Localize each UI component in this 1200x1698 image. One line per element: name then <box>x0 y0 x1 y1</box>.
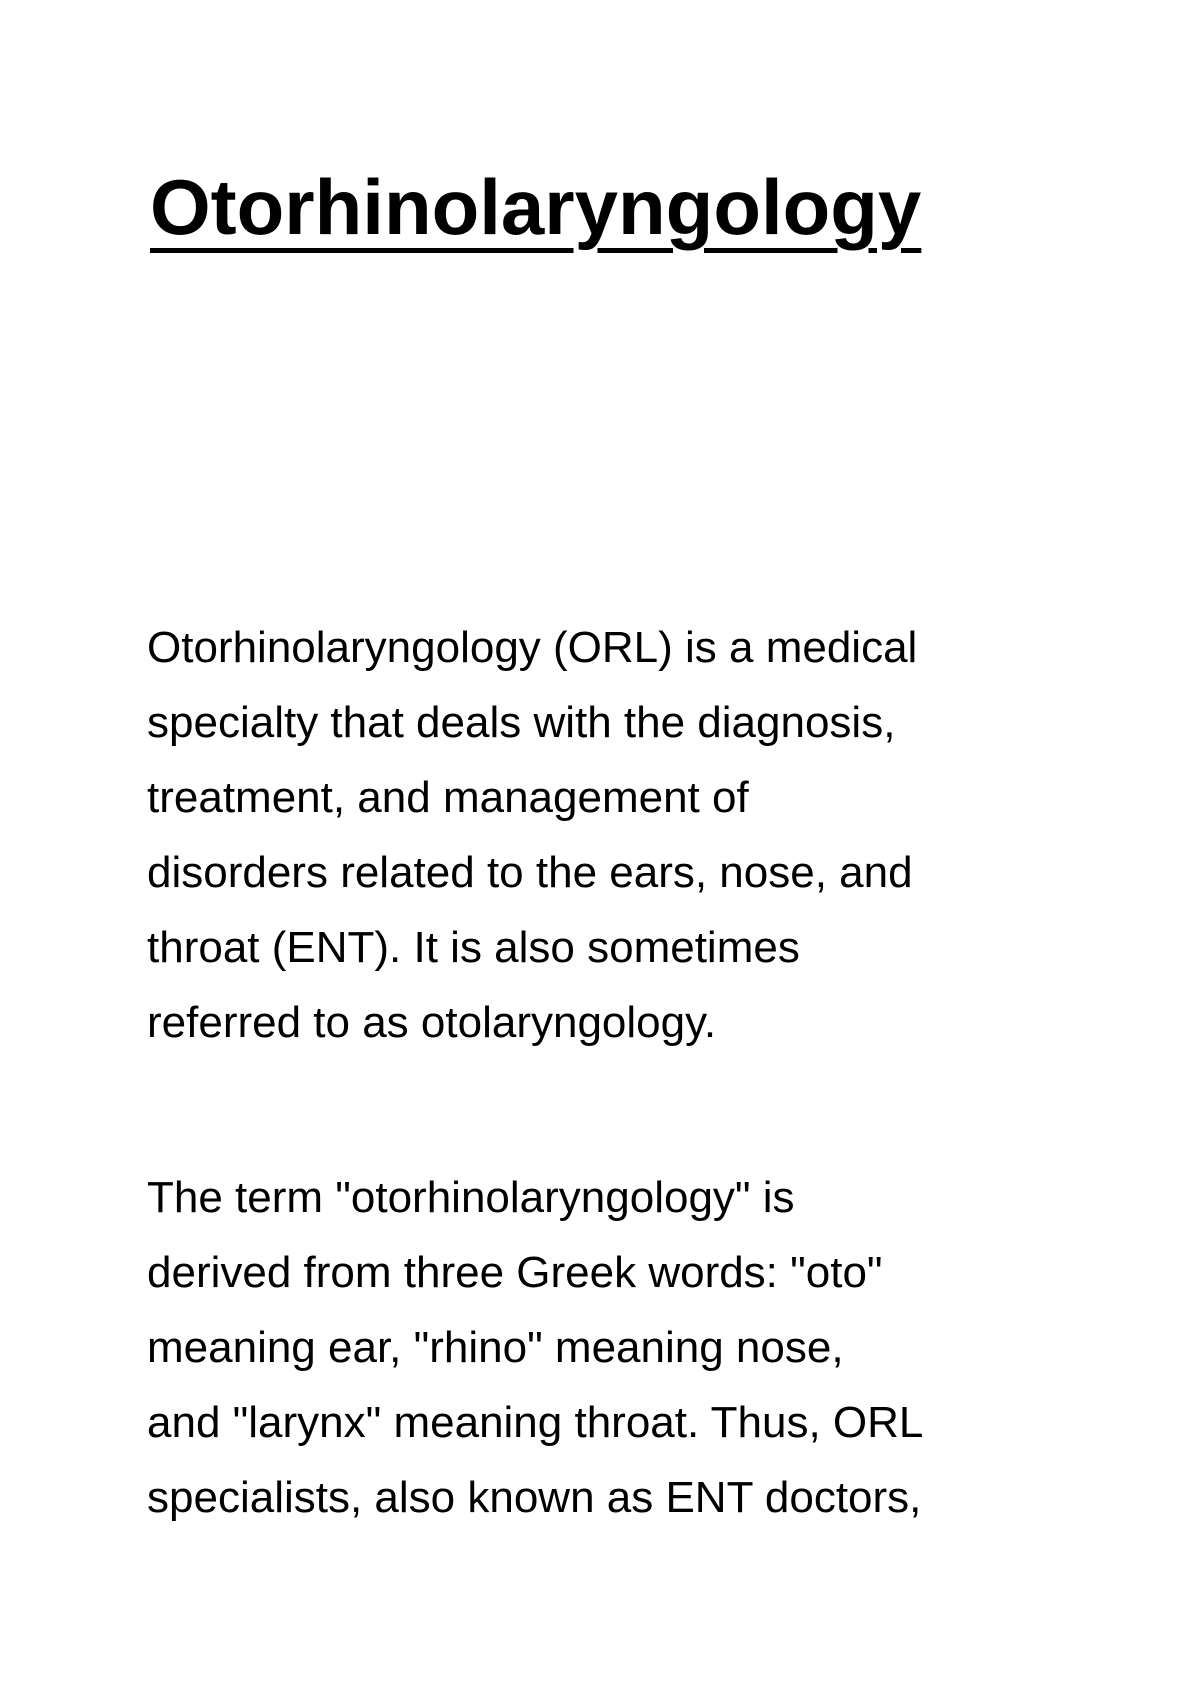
paragraph-line: treatment, and management of <box>147 773 749 822</box>
paragraph-line: Otorhinolaryngology (ORL) is a medical <box>147 623 918 672</box>
paragraph-line: throat (ENT). It is also sometimes <box>147 923 800 972</box>
paragraph-line: referred to as otolaryngology. <box>147 998 717 1047</box>
paragraph-etymology <box>147 1160 923 1535</box>
page-title: Otorhinolaryngology <box>150 163 922 251</box>
paragraph-line: and "larynx" meaning throat. Thus, ORL <box>147 1398 924 1447</box>
paragraph-line: disorders related to the ears, nose, and <box>147 848 913 897</box>
paragraph-line: derived from three Greek words: "oto" <box>147 1248 883 1297</box>
paragraph-line: specialty that deals with the diagnosis, <box>147 698 896 747</box>
paragraph-intro <box>147 610 917 1060</box>
paragraph-line: meaning ear, "rhino" meaning nose, <box>147 1323 844 1372</box>
paragraph-line: The term "otorhinolaryngology" is <box>147 1173 795 1222</box>
paragraph-line: specialists, also known as ENT doctors, <box>147 1473 922 1522</box>
